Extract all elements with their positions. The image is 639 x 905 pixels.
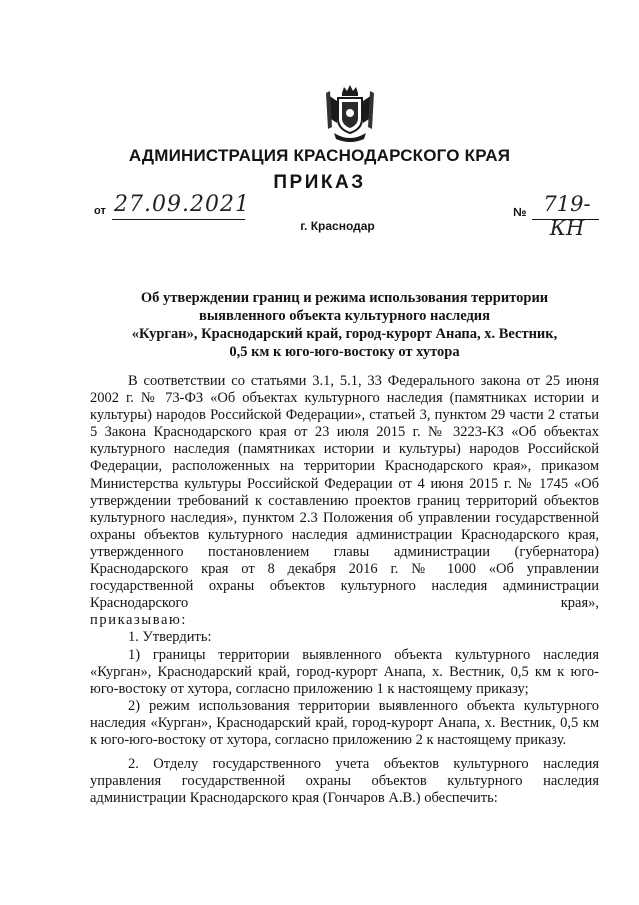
item-1-2: 2) режим использования территории выявленного объекта культурного наследия «Курган», Краснодарский край, город-курорт Анапа, х. Вестник, 0,5 км к юго-юго-востоку от хутора, согласно приложению 2 к настоящему приказу. bbox=[90, 697, 599, 748]
date-prefix: от bbox=[94, 205, 106, 217]
item-2: 2. Отделу государственного учета объектов культурного наследия управления государственной охраны объектов культурного наследия администрации Краснодарского края (Гончаров А.В.) обеспечить: bbox=[90, 756, 599, 807]
city: г. Краснодар bbox=[300, 219, 375, 233]
item-1: 1. Утвердить: bbox=[128, 629, 212, 646]
order-title bbox=[90, 289, 599, 361]
document-type: ПРИКАЗ bbox=[273, 172, 366, 193]
organization-name: АДМИНИСТРАЦИЯ КРАСНОДАРСКОГО КРАЯ bbox=[128, 146, 511, 165]
title-line: «Курган», Краснодарский край, город-курорт Анапа, х. Вестник, bbox=[131, 326, 558, 342]
title-line: выявленного объекта культурного наследия bbox=[198, 308, 490, 324]
title-line: Об утверждении границ и режима использования территории bbox=[140, 290, 549, 306]
order-number: 719-КН bbox=[543, 192, 591, 240]
coat-of-arms-icon bbox=[324, 83, 376, 145]
number-prefix: № bbox=[513, 205, 527, 219]
order-body bbox=[90, 373, 599, 807]
title-line: 0,5 км к юго-юго-востоку от хутора bbox=[229, 344, 460, 360]
order-date: 27.09.2021 bbox=[114, 192, 250, 217]
order-word: приказываю: bbox=[90, 612, 188, 629]
preamble-paragraph: В соответствии со статьями 3.1, 5.1, 33 Федерального закона от 25 июня 2002 г. № 73-ФЗ «Об объектах культурного наследия (памятниках истории и культуры) народов Российской Федерации», статьей 3, пунктом 29 части 2 статьи 5 Закона Краснодарского края от 23 июля 2015 г. № 3223-КЗ «Об объектах культурного наследия (памятниках истории и культуры) народов Российской Федерации, расположенных на территории Краснодарского края», приказом Министерства культуры Российской Федерации от 4 июня 2015 г. № 1745 «Об утверждении требований к составлению проектов границ территорий объектов культурного наследия», пунктом 2.3 Положения об управлении государственной охраны объектов культурного наследия администрации Краснодарского края, утвержденного постановлением главы администрации (губернатора) Краснодарского края от 8 декабря 2016 г. № 1000 «Об управлении государственной охраны объектов культурного наследия администрации Краснодарского края», bbox=[90, 373, 599, 612]
item-1-1: 1) границы территории выявленного объекта культурного наследия «Курган», Краснодарский край, город-курорт Анапа, х. Вестник, 0,5 км к юго-юго-востоку от хутора, согласно приложению 1 к настоящему приказу; bbox=[90, 646, 599, 697]
